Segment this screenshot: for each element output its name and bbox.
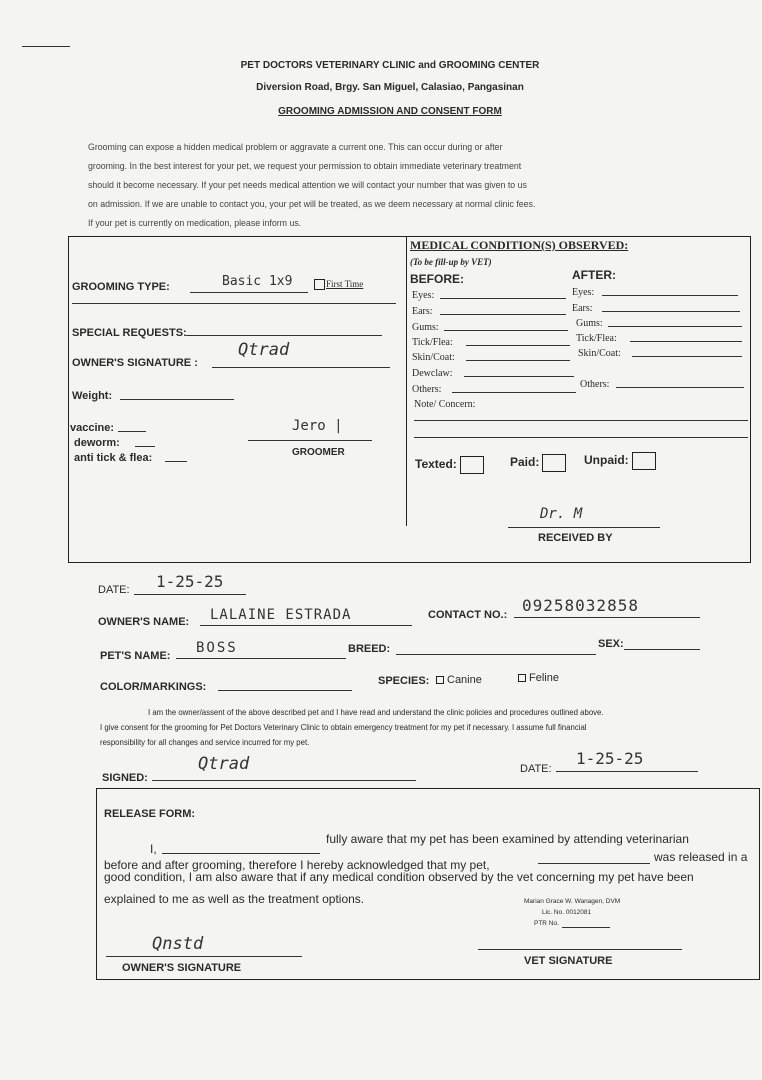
release-text-2a: before and after grooming, therefore I hereby acknowledged that my pet, (104, 858, 490, 872)
clinic-address: Diversion Road, Brgy. San Miguel, Calasiao, Pangasinan (256, 82, 524, 93)
release-owner-sig-line[interactable] (106, 956, 302, 957)
intro-line: grooming. In the best interest for your pet, we request your permission to obtain immediate veterinary treatment (88, 161, 522, 171)
release-owner-sig-label: OWNER'S SIGNATURE (122, 962, 242, 974)
after-skincoat-field[interactable] (632, 356, 742, 357)
intro-line: on admission. If we are unable to contact you, your pet will be treated, as we deem necessary at normal clinic fees. (88, 199, 536, 209)
canine-option[interactable] (436, 674, 482, 686)
consent-date-label: DATE: (520, 763, 552, 775)
before-gums-field[interactable] (444, 330, 568, 331)
after-eyes-field[interactable] (602, 295, 738, 296)
after-ears-label: Ears: (572, 303, 593, 314)
owner-signature-field[interactable] (212, 367, 390, 368)
before-label: BEFORE: (410, 272, 464, 286)
paid-group (510, 454, 566, 472)
before-others-field[interactable] (452, 392, 576, 393)
pet-name-field[interactable] (176, 658, 346, 659)
medical-subtitle: (To be fill-up by VET) (410, 257, 492, 267)
release-text-1: fully aware that my pet has been examined by attending veterinarian (326, 832, 689, 846)
received-by-line[interactable] (508, 527, 660, 528)
after-label: AFTER: (572, 268, 616, 282)
weight-label: Weight: (72, 390, 113, 402)
contact-value: 09258032858 (522, 596, 639, 615)
contact-field[interactable] (514, 617, 700, 618)
contact-label: CONTACT NO.: (428, 609, 508, 621)
consent-line-2: I give consent for the grooming for Pet Doctors Veterinary Clinic to obtain emergency treatment for my pet if necessary. I assume full financial (100, 723, 587, 732)
groomer-signature: Jero | (292, 418, 343, 434)
species-label: SPECIES: (378, 675, 430, 687)
after-gums-field[interactable] (608, 326, 742, 327)
after-tickflea-label: Tick/Flea: (576, 333, 617, 344)
after-tickflea-field[interactable] (630, 341, 742, 342)
vet-ptr-no: PTR No. (534, 920, 559, 927)
antitick-label: anti tick & flea: (74, 452, 153, 464)
signed-label: SIGNED: (102, 772, 148, 784)
before-others-label: Others: (412, 384, 442, 395)
owner-name-value: LALAINE ESTRADA (210, 607, 352, 623)
before-eyes-label: Eyes: (412, 290, 435, 301)
vet-ptr-field[interactable] (562, 927, 610, 928)
canine-label: Canine (447, 674, 482, 686)
intro-line: Grooming can expose a hidden medical problem or aggravate a current one. This can occur during or after (88, 142, 503, 152)
owner-name-label: OWNER'S NAME: (98, 616, 190, 628)
unpaid-group (584, 452, 656, 470)
release-owner-signature: Qnstd (152, 934, 204, 954)
consent-date-value: 1-25-25 (576, 749, 644, 768)
texted-checkbox[interactable] (460, 456, 484, 474)
texted-label: Texted: (415, 457, 457, 472)
breed-label: BREED: (348, 643, 391, 655)
color-field[interactable] (218, 690, 352, 691)
pet-name-value: BOSS (196, 640, 238, 656)
release-text-3: good condition, I am also aware that if any medical condition observed by the vet concerning my pet have been (104, 870, 694, 884)
special-requests-label: SPECIAL REQUESTS: (72, 327, 187, 339)
pet-name-label: PET'S NAME: (100, 650, 171, 662)
paid-checkbox[interactable] (542, 454, 566, 472)
vet-signature-line[interactable] (478, 949, 682, 950)
before-eyes-field[interactable] (440, 298, 566, 299)
vet-lic-no: Lic. No. 0012081 (542, 909, 592, 916)
grooming-type-field[interactable] (190, 292, 308, 293)
before-skincoat-field[interactable] (466, 360, 570, 361)
vet-name: Marian Grace W. Wanagen, DVM (524, 898, 621, 905)
deworm-label: deworm: (74, 437, 120, 449)
date-value: 1-25-25 (156, 572, 224, 591)
date-label: DATE: (98, 584, 130, 596)
special-requests-field[interactable] (186, 335, 382, 336)
top-left-mark (22, 46, 70, 47)
after-gums-label: Gums: (576, 318, 603, 329)
signed-value: Qtrad (198, 754, 250, 774)
vaccine-field[interactable] (118, 431, 146, 432)
intro-paragraph (88, 138, 708, 233)
grooming-type-value: Basic 1x9 (222, 274, 293, 289)
feline-checkbox[interactable] (518, 674, 526, 682)
after-skincoat-label: Skin/Coat: (578, 348, 621, 359)
weight-field[interactable] (120, 399, 234, 400)
signed-field[interactable] (152, 780, 416, 781)
texted-group (415, 456, 484, 474)
grooming-type-extra-line[interactable] (72, 303, 396, 304)
before-tickflea-label: Tick/Flea: (412, 337, 453, 348)
note-concern-line-1[interactable] (414, 420, 748, 421)
deworm-field[interactable] (135, 446, 155, 447)
owner-signature-value: Qtrad (238, 340, 290, 360)
after-ears-field[interactable] (602, 311, 740, 312)
sex-label: SEX: (598, 638, 624, 650)
release-text-4: explained to me as well as the treatment options. (104, 892, 365, 906)
release-pet-field[interactable] (538, 863, 650, 864)
canine-checkbox[interactable] (436, 676, 444, 684)
breed-field[interactable] (396, 654, 596, 655)
after-others-label: Others: (580, 379, 610, 390)
received-signature: Dr. M (540, 506, 583, 522)
before-dewclaw-field[interactable] (464, 376, 574, 377)
vet-signature-label: VET SIGNATURE (524, 955, 613, 967)
before-gums-label: Gums: (412, 322, 439, 333)
groomer-signature-line[interactable] (248, 440, 372, 441)
medical-title: MEDICAL CONDITION(S) OBSERVED: (410, 238, 629, 252)
clinic-name: PET DOCTORS VETERINARY CLINIC and GROOMING CENTER (240, 60, 540, 71)
release-name-field[interactable] (162, 853, 320, 854)
feline-option[interactable] (518, 672, 559, 684)
consent-line-3: responsibility for all changes and service incurred for my pet. (100, 738, 310, 747)
note-concern-label: Note/ Concern: (414, 399, 476, 410)
before-skincoat-label: Skin/Coat: (412, 352, 455, 363)
intro-line: should it become necessary. If your pet needs medical attention we will contact your number that was given to us (88, 180, 527, 190)
grooming-type-label: GROOMING TYPE: (72, 281, 170, 293)
release-text-2b: was released in a (654, 850, 748, 864)
intro-line: If your pet is currently on medication, please inform us. (88, 218, 302, 228)
column-divider (406, 236, 407, 526)
vaccine-label: vaccine: (70, 422, 115, 434)
feline-label: Feline (529, 672, 559, 684)
release-text-i: I, (150, 842, 157, 856)
first-time-checkbox[interactable] (314, 279, 325, 290)
sex-field[interactable] (624, 649, 700, 650)
first-time-label: First Time (326, 279, 364, 289)
date-field[interactable] (134, 594, 246, 595)
owner-name-field[interactable] (200, 625, 412, 626)
unpaid-checkbox[interactable] (632, 452, 656, 470)
release-title: RELEASE FORM: (104, 808, 196, 820)
after-others-field[interactable] (616, 387, 744, 388)
after-eyes-label: Eyes: (572, 287, 595, 298)
owner-signature-label: OWNER'S SIGNATURE : (72, 357, 198, 369)
color-label: COLOR/MARKINGS: (100, 681, 207, 693)
note-concern-line-2[interactable] (414, 437, 748, 438)
received-by-label: RECEIVED BY (538, 532, 613, 544)
form-title: GROOMING ADMISSION AND CONSENT FORM (278, 106, 502, 117)
before-ears-field[interactable] (440, 314, 566, 315)
before-ears-label: Ears: (412, 306, 433, 317)
groomer-label: GROOMER (292, 447, 345, 458)
antitick-field[interactable] (165, 461, 187, 462)
before-dewclaw-label: Dewclaw: (412, 368, 453, 379)
consent-date-field[interactable] (556, 771, 698, 772)
paid-label: Paid: (510, 455, 540, 470)
consent-line-1: I am the owner/assent of the above described pet and I have read and understand the clinic policies and procedures outlined above. (148, 708, 604, 717)
unpaid-label: Unpaid: (584, 453, 629, 468)
before-tickflea-field[interactable] (466, 345, 570, 346)
